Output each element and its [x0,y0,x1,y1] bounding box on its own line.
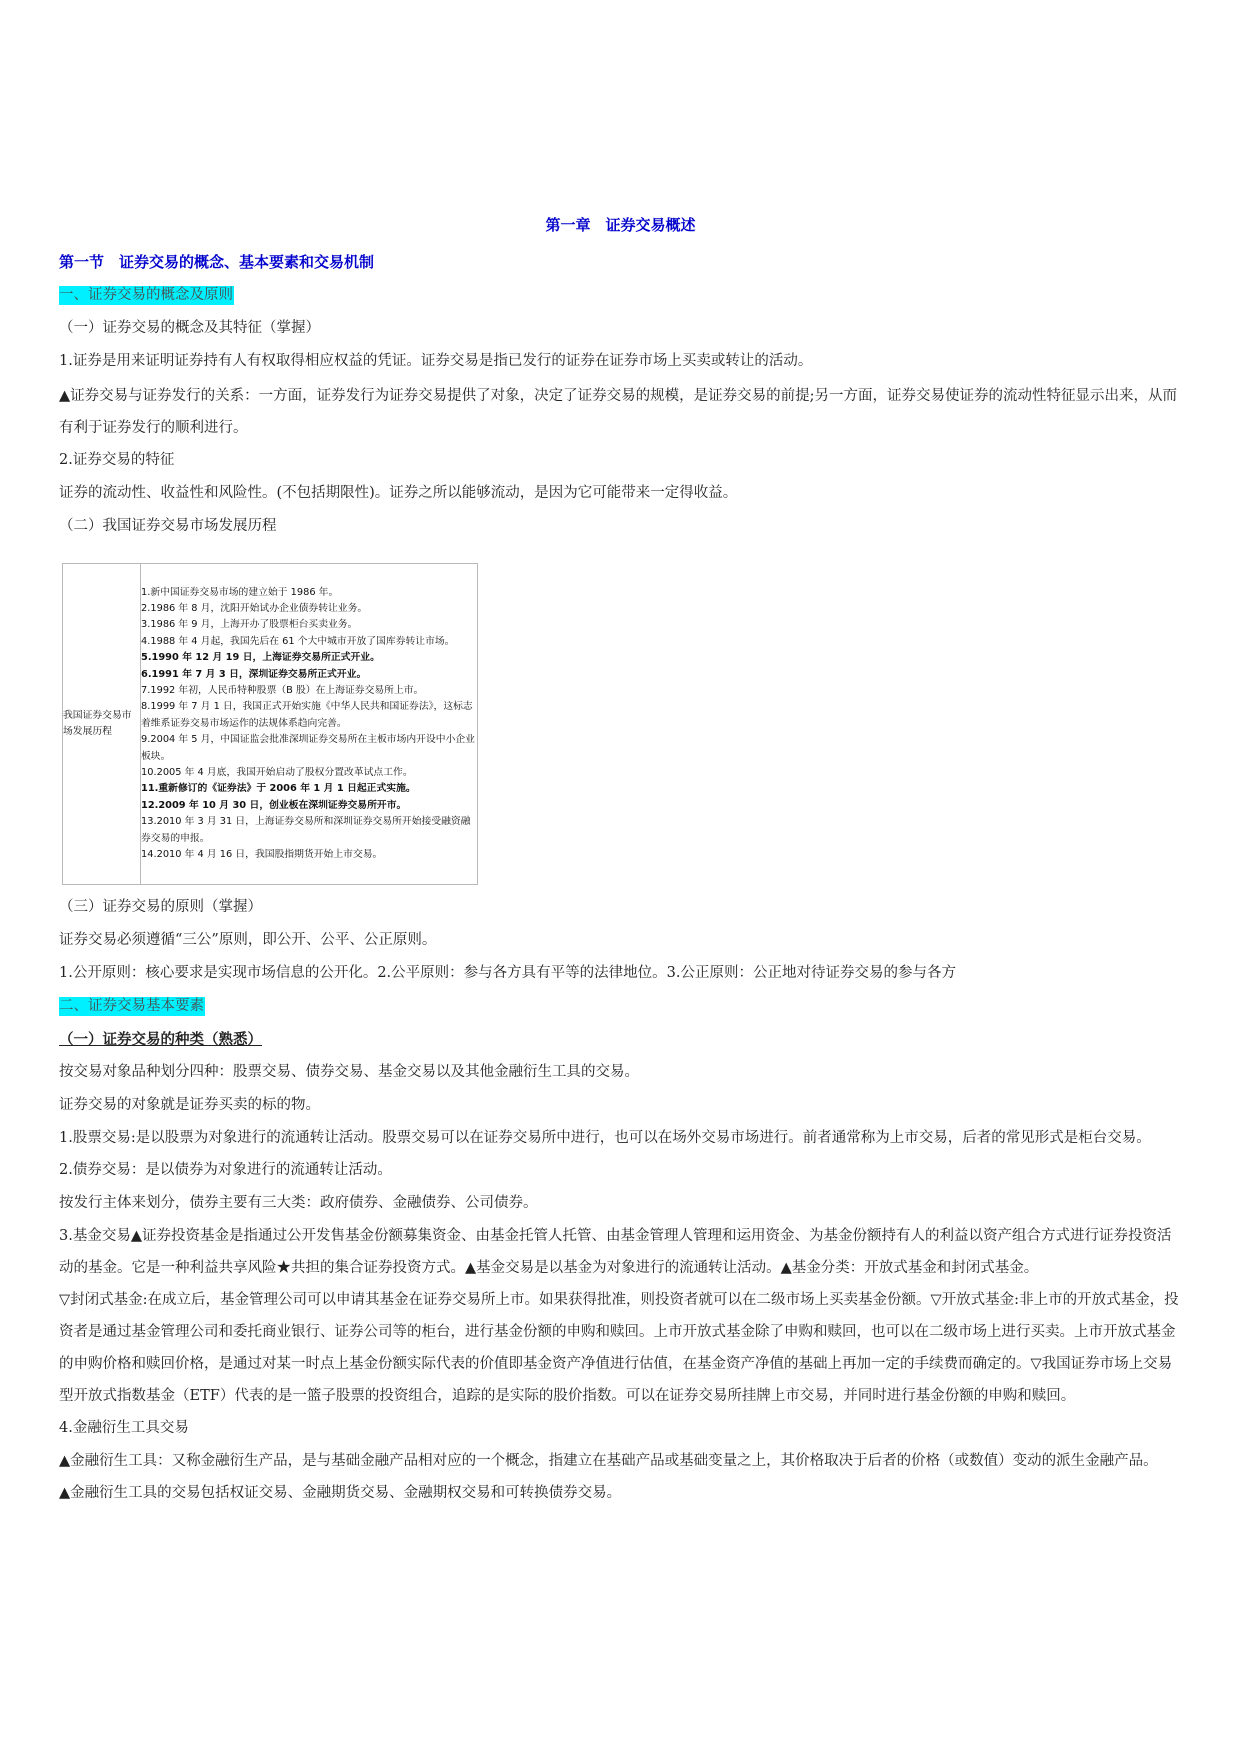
paragraph-2-1-2: 证券交易的对象就是证券买卖的标的物。 [59,1097,320,1113]
paragraph-2-1-5: 按发行主体来划分，债券主要有三大类：政府债券、金融债券、公司债券。 [59,1195,538,1211]
paragraph-2-1-1: 按交易对象品种划分四种：股票交易、债券交易、基金交易以及其他金融衍生工具的交易。 [59,1064,639,1080]
history-item: 12.2009 年 10 月 30 日，创业板在深圳证券交易所开市。 [141,799,407,811]
heading-2-row [59,990,1183,1023]
history-item: 4.1988 年 4 月起，我国先后在 61 个大中城市开放了国库券转让市场。 [141,635,455,647]
history-item: 3.1986 年 9 月，上海开办了股票柜台买卖业务。 [141,619,358,631]
history-table-wrapper [59,543,1183,891]
history-item: 6.1991 年 7 月 3 日，深圳证券交易所正式开业。 [141,668,367,680]
paragraph-2-1-10: ▲金融衍生工具的交易包括权证交易、金融期货交易、金融期权交易和可转换债券交易。 [59,1485,622,1501]
section-title: 第一节 证券交易的概念、基本要素和交易机制 [59,253,375,271]
document-body [59,246,1183,1510]
history-item: 10.2005 年 4 月底，我国开始启动了股权分置改革试点工作。 [141,767,413,779]
history-table [62,563,478,885]
paragraph-1-1-3: 2.证券交易的特征 [59,452,175,468]
history-item: 11.重新修订的《证券法》于 2006 年 1 月 1 日起正式实施。 [141,783,416,795]
heading-2-highlight: 二、证券交易基本要素 [59,998,204,1014]
paragraph-1-1-2: ▲证券交易与证券发行的关系：一方面，证券发行为证券交易提供了对象，决定了证券交易的规模，是证券交易的前提;另一方面，证券交易使证券的流动性特征显示出来，从而有利于证券发行的顺利进行。 [59,388,1178,436]
history-item: 9.2004 年 5 月，中国证监会批准深圳证券交易所在主板市场内开设中小企业板块。 [141,734,475,762]
heading-1-highlight: 一、证券交易的概念及原则 [59,287,233,303]
history-item: 5.1990 年 12 月 19 日，上海证券交易所正式开业。 [141,652,380,664]
subheading-1-3: （三）证券交易的原则（掌握） [59,899,262,915]
paragraph-2-1-8: 4.金融衍生工具交易 [59,1420,189,1436]
history-item: 14.2010 年 4 月 16 日，我国股指期货开始上市交易。 [141,849,383,861]
paragraph-1-3-2: 1.公开原则：核心要求是实现市场信息的公开化。2.公平原则：参与各方具有平等的法律地位。3.公正原则：公正地对待证券交易的参与各方 [59,965,956,981]
history-item: 7.1992 年初，人民币特种股票（B 股）在上海证券交易所上市。 [141,684,424,696]
paragraph-1-3-1: 证券交易必须遵循“三公”原则，即公开、公平、公正原则。 [59,932,437,948]
heading-1-row [59,279,1183,312]
subheading-2-1: （一）证券交易的种类（熟悉） [59,1031,262,1048]
paragraph-2-1-4: 2.债券交易：是以债券为对象进行的流通转让活动。 [59,1162,392,1178]
paragraph-2-1-7: ▽封闭式基金:在成立后，基金管理公司可以申请其基金在证券交易所上市。如果获得批准，则投资者就可以在二级市场上买卖基金份额。▽开放式基金:非上市的开放式基金，投资者是通过基金管理公司和委托商业银行、证券公司等的柜台，进行基金份额的申购和赎回。上市开放式基金除了申购和赎回，也可以在二级市场上进行买卖。上市开放式基金的申购价格和赎回价格，是通过对某一时点上基金份额实际代表的价值即基金资产净值进行估值，在基金资产净值的基础上再加一定的手续费而确定的。▽我国证券市场上交易型开放式指数基金（ETF）代表的是一篮子股票的投资组合，追踪的是实际的股价指数。可以在证券交易所挂牌上市交易，并同时进行基金份额的申购和赎回。 [59,1292,1179,1404]
history-item: 13.2010 年 3 月 31 日，上海证券交易所和深圳证券交易所开始接受融资融券交易的申报。 [141,816,471,844]
paragraph-2-1-6: 3.基金交易▲证券投资基金是指通过公开发售基金份额募集资金、由基金托管人托管、由基金管理人管理和运用资金、为基金份额持有人的利益以资产组合方式进行证券投资活动的基金。它是一种利益共享风险★共担的集合证券投资方式。▲基金交易是以基金为对象进行的流通转让活动。▲基金分类：开放式基金和封闭式基金。 [59,1228,1172,1276]
history-item: 1.新中国证券交易市场的建立始于 1986 年。 [141,586,339,598]
history-item: 8.1999 年 7 月 1 日，我国正式开始实施《中华人民共和国证券法》，这标志着维系证券交易市场运作的法规体系趋向完善。 [141,701,473,729]
paragraph-1-1-1: 1.证券是用来证明证券持有人有权取得相应权益的凭证。证券交易是指已发行的证券在证券市场上买卖或转让的活动。 [59,353,813,369]
subheading-1-1: （一）证券交易的概念及其特征（掌握） [59,320,320,336]
history-item: 2.1986 年 8 月，沈阳开始试办企业债券转让业务。 [141,602,368,614]
chapter-title: 第一章 证券交易概述 [545,216,696,234]
subheading-1-2: （二）我国证券交易市场发展历程 [59,518,277,534]
history-table-items [141,564,478,885]
history-table-label: 我国证券交易市场发展历程 [63,564,141,885]
paragraph-2-1-9: ▲金融衍生工具：又称金融衍生产品，是与基础金融产品相对应的一个概念，指建立在基础产品或基础变量之上，其价格取决于后者的价格（或数值）变动的派生金融产品。 [59,1453,1158,1469]
paragraph-2-1-3: 1.股票交易:是以股票为对象进行的流通转让活动。股票交易可以在证券交易所中进行，也可以在场外交易市场进行。前者通常称为上市交易，后者的常见形式是柜台交易。 [59,1130,1151,1146]
paragraph-1-1-4: 证券的流动性、收益性和风险性。(不包括期限性)。证券之所以能够流动，是因为它可能带来一定得收益。 [59,485,738,501]
